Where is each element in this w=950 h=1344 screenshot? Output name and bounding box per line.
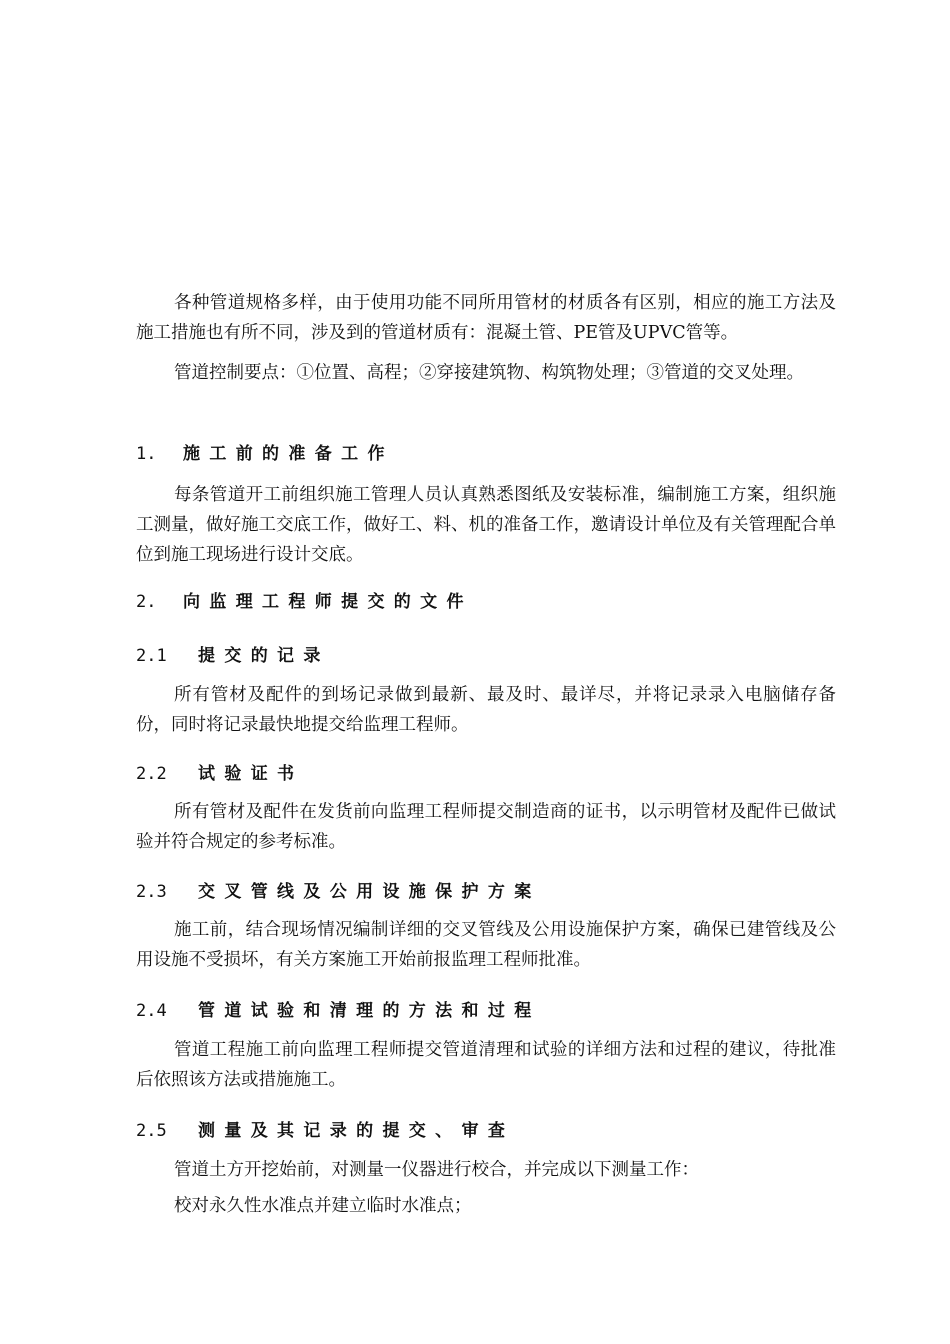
section-number: 2.4 (136, 1001, 167, 1021)
section-number: 2. (136, 592, 157, 612)
section-title: 测量及其记录的提交、审查 (198, 1121, 515, 1141)
section-number: 2.1 (136, 646, 167, 666)
intro-paragraph-1: 各种管道规格多样，由于使用功能不同所用管材的材质各有区别，相应的施工方法及施工措施也有所不同，涉及到的管道材质有：混凝土管、PE管及UPVC管等。 (136, 293, 836, 343)
section-number: 2.5 (136, 1121, 167, 1141)
section-body-1: 每条管道开工前组织施工管理人员认真熟悉图纸及安装标准，编制施工方案，组织施工测量，做好施工交底工作，做好工、料、机的准备工作，邀请设计单位及有关管理配合单位到施工现场进行设计交底。 (136, 485, 836, 565)
section-heading-2-1 (136, 644, 836, 668)
section-body-2-1: 所有管材及配件的到场记录做到最新、最及时、最详尽，并将记录录入电脑储存备份，同时将记录最快地提交给监理工程师。 (136, 685, 836, 735)
section-number: 2.2 (136, 764, 167, 784)
intro-paragraph-2: 管道控制要点：①位置、高程；②穿接建筑物、构筑物处理；③管道的交叉处理。 (174, 363, 804, 383)
section-body-2-5-line-2: 校对永久性水准点并建立临时水准点； (174, 1196, 472, 1216)
section-heading-1 (136, 442, 836, 466)
section-title: 管道试验和清理的方法和过程 (198, 1001, 541, 1021)
section-heading-2-5 (136, 1119, 836, 1143)
section-number: 1. (136, 444, 157, 464)
section-title: 向监理工程师提交的文件 (183, 592, 473, 612)
section-body-2-5: 管道土方开挖始前，对测量一仪器进行校合，并完成以下测量工作： (174, 1160, 699, 1180)
section-body-2-4: 管道工程施工前向监理工程师提交管道清理和试验的详细方法和过程的建议，待批准后依照该方法或措施施工。 (136, 1040, 836, 1090)
section-title: 试验证书 (198, 764, 304, 784)
section-title: 施工前的准备工作 (183, 444, 394, 464)
section-number: 2.3 (136, 882, 167, 902)
section-body-2-2: 所有管材及配件在发货前向监理工程师提交制造商的证书，以示明管材及配件已做试验并符合规定的参考标准。 (136, 802, 836, 852)
section-title: 提交的记录 (198, 646, 330, 666)
section-heading-2 (136, 590, 836, 614)
section-heading-2-3 (136, 880, 836, 904)
section-body-2-3: 施工前，结合现场情况编制详细的交叉管线及公用设施保护方案，确保已建管线及公用设施不受损坏，有关方案施工开始前报监理工程师批准。 (136, 920, 836, 970)
section-heading-2-2 (136, 762, 836, 786)
section-title: 交叉管线及公用设施保护方案 (198, 882, 541, 902)
section-heading-2-4 (136, 999, 836, 1023)
